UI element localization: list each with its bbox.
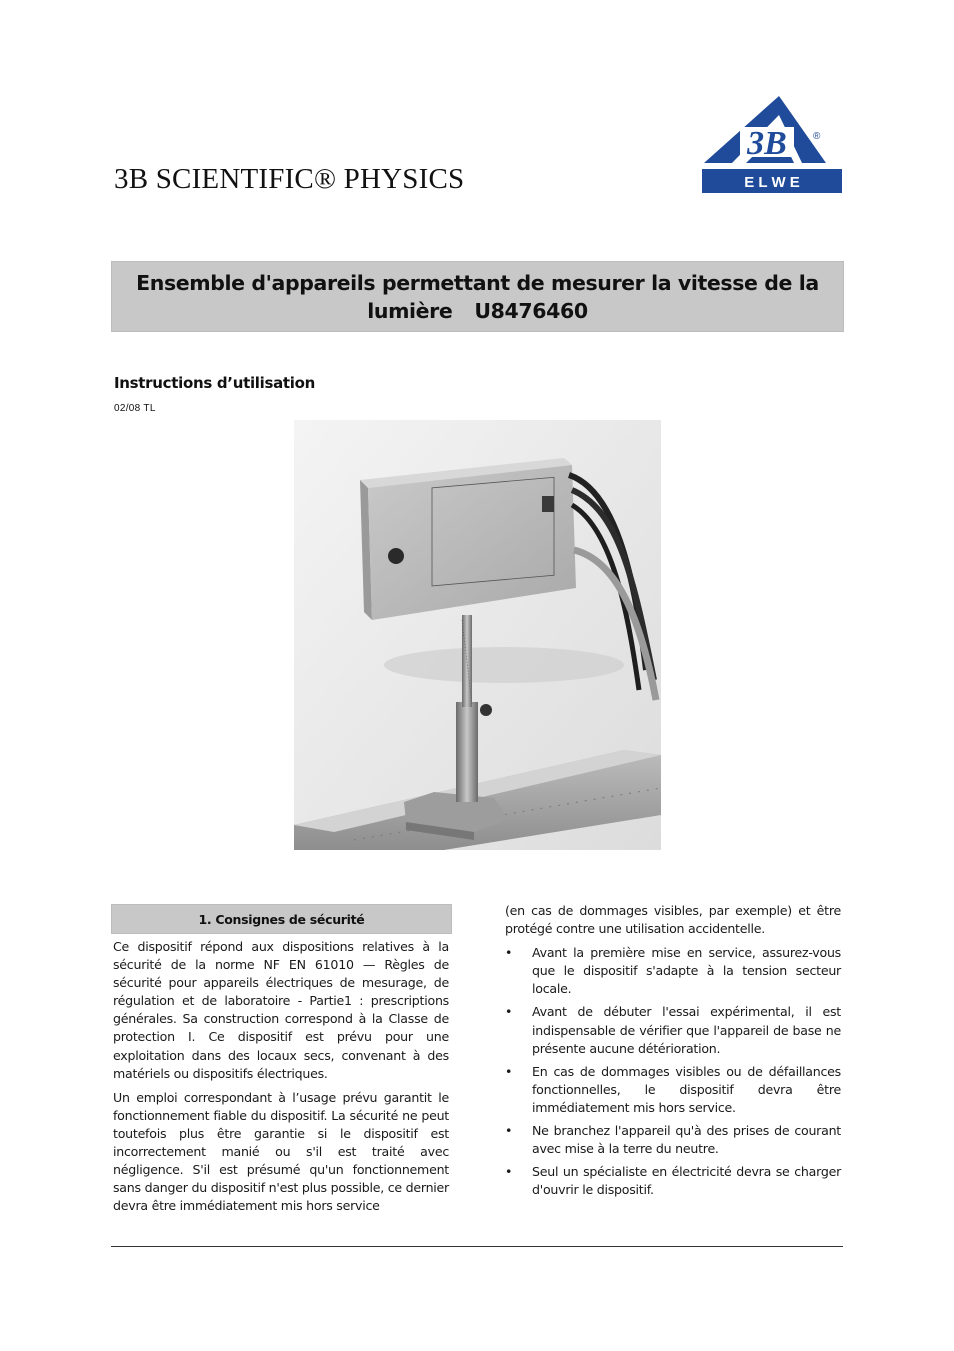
document-title xyxy=(136,269,819,325)
svg-text:E L W E: E L W E xyxy=(744,174,800,191)
list-item: • En cas de dommages visibles ou de défaillances fonctionnelles, le dispositif devra être immédiatement mis hors service. xyxy=(505,1063,841,1115)
safety-continuation: (en cas de dommages visibles, par exemple) et être protégé contre une utilisation accidentelle. xyxy=(505,903,841,937)
section-heading-safety: 1. Consignes de sécurité xyxy=(111,904,452,934)
list-item: • Avant de débuter l'essai expérimental, il est indispensable de vérifier que l'appareil de base ne présente aucune détérioration. xyxy=(505,1004,841,1056)
bullet-icon: • xyxy=(505,1063,513,1079)
right-column xyxy=(505,902,841,1204)
instructions-heading: Instructions d’utilisation xyxy=(114,374,316,392)
svg-text:®: ® xyxy=(813,131,821,142)
left-column xyxy=(113,938,449,1215)
list-item: • Avant la première mise en service, assurez-vous que le dispositif s'adapte à la tension secteur locale. xyxy=(505,945,841,997)
footer-divider xyxy=(111,1246,843,1247)
bullet-icon: • xyxy=(505,1164,513,1180)
list-item: • Seul un spécialiste en électricité devra se charger d'ouvrir le dispositif. xyxy=(505,1164,841,1198)
title-line-2: lumière xyxy=(367,298,453,323)
title-line-1: Ensemble d'appareils permettant de mesurer la vitesse de la xyxy=(136,270,819,295)
safety-bullet-list xyxy=(505,944,841,1199)
svg-text:3B: 3B xyxy=(747,125,787,162)
product-code: U8476460 xyxy=(474,298,588,323)
document-title-box xyxy=(111,261,844,332)
3b-elwe-logo xyxy=(702,93,842,193)
bullet-icon: • xyxy=(505,1123,513,1139)
bullet-icon: • xyxy=(505,945,513,961)
list-item: • Ne branchez l'appareil qu'à des prises de courant avec mise à la terre du neutre. xyxy=(505,1123,841,1157)
safety-paragraph-2: Un emploi correspondant à l’usage prévu garantit le fonctionnement fiable du dispositif. La sécurité ne peut toutefois plus être garantie si le dispositif est incorrectement manié ou s'il est traité avec négligence. S'il est présumé qu'un fonctionnement sans danger du dispositif n'est plus possible, ce dernier devra être immédiatement mis hors service xyxy=(113,1089,449,1214)
product-photo xyxy=(294,420,661,850)
brand-title: 3B SCIENTIFIC® PHYSICS xyxy=(114,163,465,195)
bullet-icon: • xyxy=(505,1004,513,1020)
safety-paragraph-1: Ce dispositif répond aux dispositions relatives à la sécurité de la norme NF EN 61010 — Règles de sécurité pour appareils électriques de mesurage, de régulation et de laboratoire - Partie1 : prescriptions générales. Sa construction correspond à la Classe de protection I. Ce dispositif est prévu pour une exploitation dans des locaux secs, convenant à des matériels ou dispositifs électriques. xyxy=(113,939,449,1081)
date-code: 02/08 TL xyxy=(114,403,156,414)
